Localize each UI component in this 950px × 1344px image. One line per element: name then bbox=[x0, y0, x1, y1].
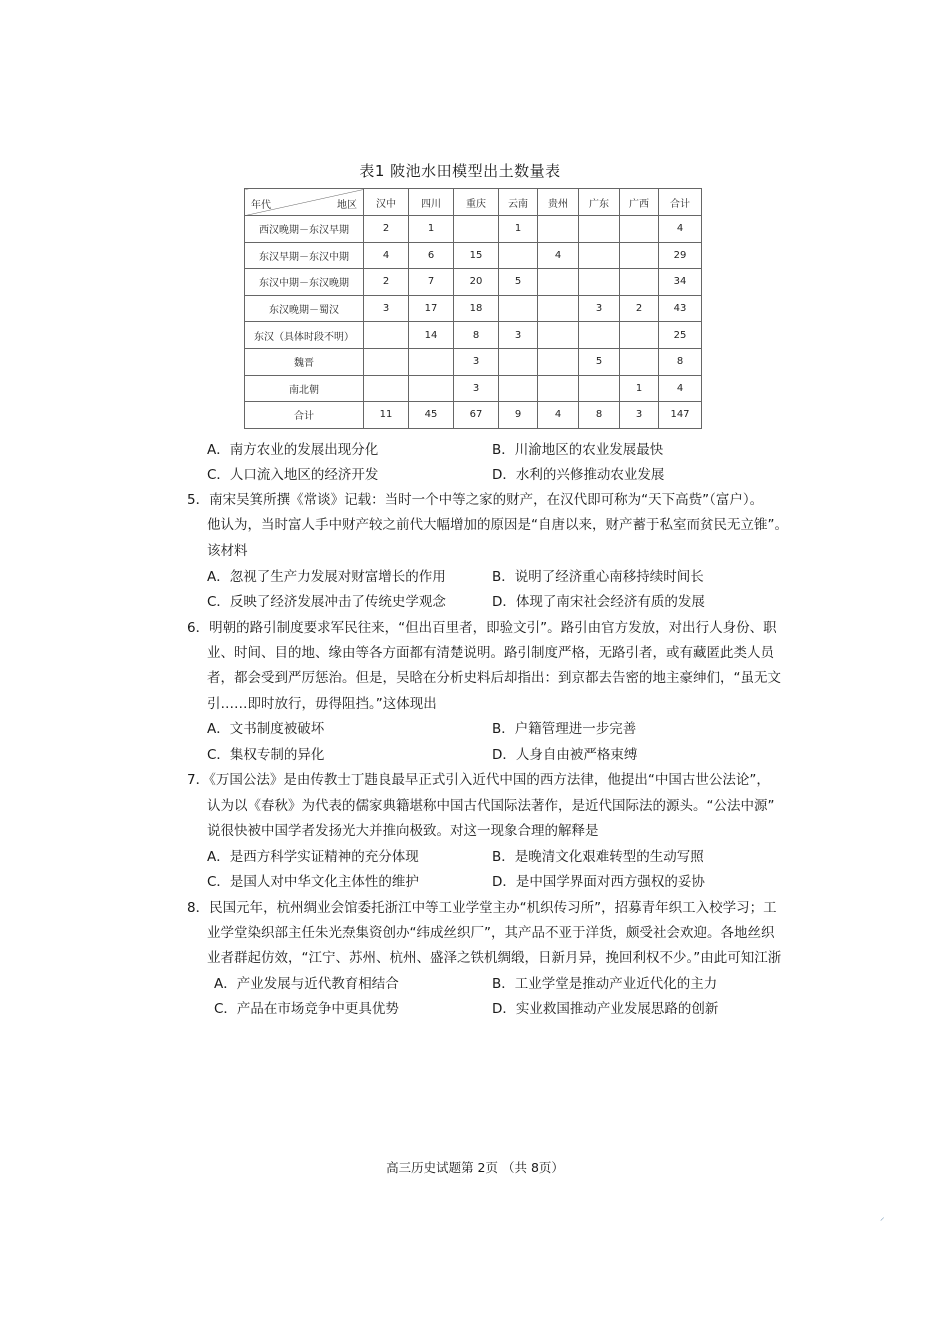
q6-stem-line: 6．明朝的路引制度要求军民往来，“但出百里者，即验文引”。路引由官方发放，对出行人身份、职 bbox=[187, 620, 777, 636]
table-cell bbox=[620, 322, 659, 349]
q8-option-b: B．工业学堂是推动产业近代化的主力 bbox=[492, 976, 718, 992]
q5-option-a: A．忽视了生产力发展对财富增长的作用 bbox=[207, 569, 446, 585]
table-cell: 6 bbox=[409, 242, 454, 269]
table-cell: 4 bbox=[364, 242, 409, 269]
table-row bbox=[245, 375, 702, 402]
corner-label-region: 地区 bbox=[337, 200, 357, 211]
table-cell: 1 bbox=[409, 216, 454, 243]
table-corner-cell bbox=[245, 189, 364, 216]
q8-option-a: A．产业发展与近代教育相结合 bbox=[214, 976, 399, 992]
q5-option-b: B．说明了经济重心南移持续时间长 bbox=[492, 569, 704, 585]
table-cell: 2 bbox=[620, 295, 659, 322]
table-cell: 15 bbox=[454, 242, 499, 269]
q5-stem-line: 该材料 bbox=[207, 543, 248, 559]
table-cell: 8 bbox=[659, 348, 702, 375]
table-cell bbox=[499, 242, 538, 269]
table-cell: 5 bbox=[579, 348, 620, 375]
table-cell: 4 bbox=[538, 242, 579, 269]
table-cell bbox=[579, 216, 620, 243]
table-cell bbox=[538, 375, 579, 402]
table-cell: 3 bbox=[454, 375, 499, 402]
table-cell bbox=[364, 348, 409, 375]
table-cell bbox=[579, 322, 620, 349]
table-cell: 4 bbox=[538, 402, 579, 429]
column-header: 云南 bbox=[499, 189, 538, 216]
table-cell: 67 bbox=[454, 402, 499, 429]
table-cell bbox=[499, 295, 538, 322]
q6-option-d: D．人身自由被严格束缚 bbox=[492, 747, 638, 763]
table-cell: 3 bbox=[620, 402, 659, 429]
table-cell bbox=[538, 216, 579, 243]
row-label: 东汉晚期－蜀汉 bbox=[245, 295, 364, 322]
table-cell: 7 bbox=[409, 269, 454, 296]
q6-stem-line: 引……即时放行，毋得阻挡。”这体现出 bbox=[207, 696, 437, 712]
q4-option-a: A．南方农业的发展出现分化 bbox=[207, 442, 379, 458]
table-cell: 3 bbox=[579, 295, 620, 322]
row-label: 东汉中期－东汉晚期 bbox=[245, 269, 364, 296]
row-label: 东汉（具体时段不明） bbox=[245, 322, 364, 349]
table-cell bbox=[409, 375, 454, 402]
table-row bbox=[245, 242, 702, 269]
q4-option-d: D．水利的兴修推动农业发展 bbox=[492, 467, 665, 483]
table-row bbox=[245, 216, 702, 243]
table-cell: 2 bbox=[364, 269, 409, 296]
table-row bbox=[245, 402, 702, 429]
table-cell bbox=[538, 322, 579, 349]
q5-stem-line: 5．南宋吴箕所撰《常谈》记载：当时一个中等之家的财产，在汉代即可称为“天下高赀”（富户）。 bbox=[187, 492, 764, 508]
table-cell bbox=[454, 216, 499, 243]
table-cell: 45 bbox=[409, 402, 454, 429]
q4-option-b: B．川渝地区的农业发展最快 bbox=[492, 442, 664, 458]
q6-stem-line: 业、时间、目的地、缘由等各方面都有清楚说明。路引制度严格，无路引者，或有藏匿此类人员 bbox=[207, 645, 774, 661]
table-cell: 8 bbox=[579, 402, 620, 429]
table-cell: 4 bbox=[659, 216, 702, 243]
column-header: 汉中 bbox=[364, 189, 409, 216]
table-cell: 3 bbox=[499, 322, 538, 349]
table-cell bbox=[538, 269, 579, 296]
row-label: 南北朝 bbox=[245, 375, 364, 402]
q6-option-b: B．户籍管理进一步完善 bbox=[492, 721, 637, 737]
table-cell: 18 bbox=[454, 295, 499, 322]
q7-stem-line: 说很快被中国学者发扬光大并推向极致。对这一现象合理的解释是 bbox=[207, 823, 599, 839]
table-cell bbox=[364, 375, 409, 402]
table-cell bbox=[579, 269, 620, 296]
table-cell bbox=[499, 348, 538, 375]
row-label: 魏晋 bbox=[245, 348, 364, 375]
column-header: 广东 bbox=[579, 189, 620, 216]
table-row bbox=[245, 295, 702, 322]
table-cell bbox=[538, 295, 579, 322]
table-cell bbox=[409, 348, 454, 375]
column-header: 四川 bbox=[409, 189, 454, 216]
table-cell bbox=[620, 242, 659, 269]
q7-option-a: A．是西方科学实证精神的充分体现 bbox=[207, 849, 419, 865]
table-cell: 25 bbox=[659, 322, 702, 349]
column-header: 重庆 bbox=[454, 189, 499, 216]
table-cell bbox=[538, 348, 579, 375]
table-row bbox=[245, 322, 702, 349]
table-cell bbox=[620, 216, 659, 243]
page-footer: 高三历史试题第 2页 （共 8页） bbox=[386, 1160, 564, 1175]
table-cell: 4 bbox=[659, 375, 702, 402]
row-label: 东汉早期－东汉中期 bbox=[245, 242, 364, 269]
table-cell: 34 bbox=[659, 269, 702, 296]
q8-stem-line: 8．民国元年，杭州绸业会馆委托浙江中等工业学堂主办“机织传习所”，招募青年织工入校学习；工 bbox=[187, 900, 777, 916]
q7-option-b: B．是晚清文化艰难转型的生动写照 bbox=[492, 849, 704, 865]
corner-label-era: 年代 bbox=[251, 200, 271, 211]
table-cell bbox=[579, 375, 620, 402]
column-header: 广西 bbox=[620, 189, 659, 216]
table-cell bbox=[620, 269, 659, 296]
table-cell: 8 bbox=[454, 322, 499, 349]
q8-stem-line: 业学堂染织部主任朱光焘集资创办“纬成丝织厂”，其产品不亚于洋货，颇受社会欢迎。各地丝织 bbox=[207, 925, 775, 941]
q5-option-d: D．体现了南宋社会经济有质的发展 bbox=[492, 594, 705, 610]
table-row bbox=[245, 348, 702, 375]
table-cell: 43 bbox=[659, 295, 702, 322]
q8-option-d: D．实业救国推动产业发展思路的创新 bbox=[492, 1001, 719, 1017]
table-cell: 1 bbox=[499, 216, 538, 243]
table-cell: 1 bbox=[620, 375, 659, 402]
row-label: 西汉晚期－东汉早期 bbox=[245, 216, 364, 243]
table-cell: 14 bbox=[409, 322, 454, 349]
q7-stem-line: 7．《万国公法》是由传教士丁韪良最早正式引入近代中国的西方法律，他提出“中国古世公法论”， bbox=[187, 772, 770, 788]
table-cell: 5 bbox=[499, 269, 538, 296]
excavation-table bbox=[244, 188, 702, 429]
table-cell: 147 bbox=[659, 402, 702, 429]
row-label: 合计 bbox=[245, 402, 364, 429]
table-header-row bbox=[245, 189, 702, 216]
table-cell: 11 bbox=[364, 402, 409, 429]
table-row bbox=[245, 269, 702, 296]
q6-option-c: C．集权专制的异化 bbox=[207, 747, 325, 763]
table-cell: 20 bbox=[454, 269, 499, 296]
q5-stem-line: 他认为，当时富人手中财产较之前代大幅增加的原因是“自唐以来，财产蓄于私室而贫民无立锥”。 bbox=[207, 517, 788, 533]
table-cell: 3 bbox=[454, 348, 499, 375]
table-cell: 9 bbox=[499, 402, 538, 429]
table-cell bbox=[499, 375, 538, 402]
q4-option-c: C．人口流入地区的经济开发 bbox=[207, 467, 379, 483]
q7-stem-line: 认为以《春秋》为代表的儒家典籍堪称中国古代国际法著作，是近代国际法的源头。“公法中源” bbox=[207, 798, 775, 814]
q7-option-d: D．是中国学界面对西方强权的妥协 bbox=[492, 874, 705, 890]
table-cell bbox=[364, 322, 409, 349]
table-cell: 2 bbox=[364, 216, 409, 243]
column-header: 合计 bbox=[659, 189, 702, 216]
q8-option-c: C．产品在市场竞争中更具优势 bbox=[214, 1001, 399, 1017]
table-title: 表1 陂池水田模型出土数量表 bbox=[359, 162, 561, 180]
q8-stem-line: 业者群起仿效，“江宁、苏州、杭州、盛泽之铁机绸缎，日新月异，挽回利权不少。”由此可知江浙 bbox=[207, 950, 782, 966]
table-cell: 17 bbox=[409, 295, 454, 322]
table-cell bbox=[579, 242, 620, 269]
scan-mark-icon: ⸝ bbox=[880, 1213, 885, 1223]
q5-option-c: C．反映了经济发展冲击了传统史学观念 bbox=[207, 594, 446, 610]
q7-option-c: C．是国人对中华文化主体性的维护 bbox=[207, 874, 419, 890]
q6-option-a: A．文书制度被破坏 bbox=[207, 721, 325, 737]
table-cell bbox=[620, 348, 659, 375]
q6-stem-line: 者，都会受到严厉惩治。但是，吴晗在分析史料后却指出：到京都去告密的地主豪绅们，“虽无文 bbox=[207, 670, 781, 686]
table-cell: 3 bbox=[364, 295, 409, 322]
table-cell: 29 bbox=[659, 242, 702, 269]
column-header: 贵州 bbox=[538, 189, 579, 216]
